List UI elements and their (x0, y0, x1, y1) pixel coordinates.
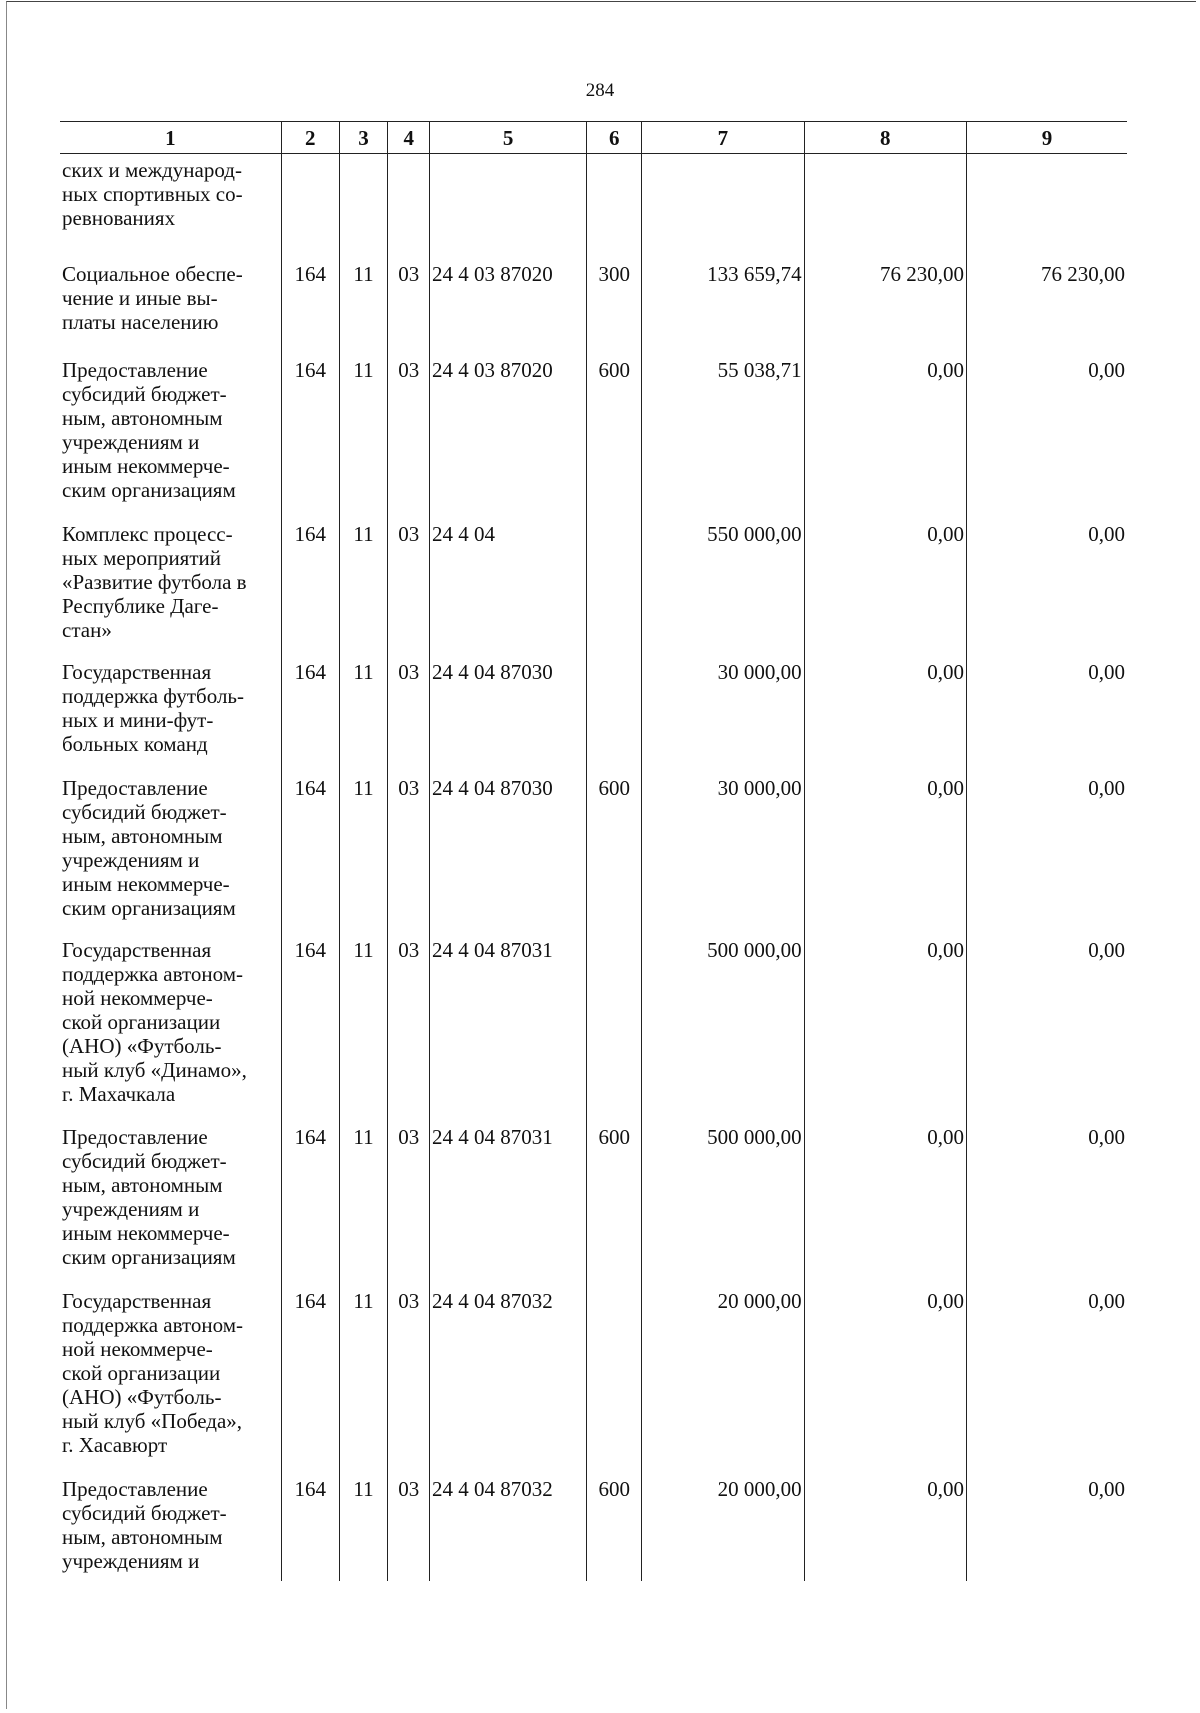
subsection-code-cell: 03 (388, 252, 430, 348)
target-article-cell: 24 4 04 87031 (430, 928, 587, 1115)
amount-col7-cell: 55 038,71 (642, 348, 804, 512)
amount-col7-cell: 500 000,00 (642, 1115, 804, 1279)
row-name-cell: ских и международ- ных спортивных со- ревнованиях (60, 154, 281, 253)
amount-col8-cell: 0,00 (804, 348, 966, 512)
subsection-code-cell: 03 (388, 1279, 430, 1467)
col-header-6: 6 (587, 122, 642, 154)
row-name-cell: Государственная поддержка автоном- ной некоммерче- ской организации (АНО) «Футболь- ный клуб «Динамо», г. Махачкала (60, 928, 281, 1115)
col-header-5: 5 (430, 122, 587, 154)
amount-col9-cell: 0,00 (967, 1279, 1127, 1467)
section-code-cell: 11 (339, 766, 388, 928)
amount-col8-cell: 0,00 (804, 650, 966, 766)
amount-col7-cell: 30 000,00 (642, 766, 804, 928)
subsection-code-cell (388, 154, 430, 253)
expense-type-cell (587, 512, 642, 650)
col-header-4: 4 (388, 122, 430, 154)
section-code-cell: 11 (339, 512, 388, 650)
ministry-code-cell: 164 (281, 928, 339, 1115)
section-code-cell: 11 (339, 1279, 388, 1467)
subsection-code-cell: 03 (388, 1467, 430, 1581)
section-code-cell: 11 (339, 348, 388, 512)
expense-type-cell: 600 (587, 766, 642, 928)
ministry-code-cell: 164 (281, 252, 339, 348)
ministry-code-cell: 164 (281, 348, 339, 512)
col-header-3: 3 (339, 122, 388, 154)
table-row (60, 1467, 1127, 1581)
target-article-cell: 24 4 03 87020 (430, 252, 587, 348)
table-row (60, 1279, 1127, 1467)
ministry-code-cell: 164 (281, 1279, 339, 1467)
amount-col7-cell: 550 000,00 (642, 512, 804, 650)
row-name-cell: Предоставление субсидий бюджет- ным, автономным учреждениям и иным некоммерче- ским организациям (60, 1115, 281, 1279)
amount-col7-cell: 500 000,00 (642, 928, 804, 1115)
section-code-cell (339, 154, 388, 253)
subsection-code-cell: 03 (388, 650, 430, 766)
target-article-cell: 24 4 04 87032 (430, 1467, 587, 1581)
amount-col9-cell: 0,00 (967, 1115, 1127, 1279)
budget-table (60, 121, 1127, 1581)
table-row (60, 1115, 1127, 1279)
expense-type-cell: 600 (587, 1467, 642, 1581)
amount-col8-cell: 0,00 (804, 1115, 966, 1279)
expense-type-cell (587, 928, 642, 1115)
expense-type-cell: 600 (587, 1115, 642, 1279)
subsection-code-cell: 03 (388, 928, 430, 1115)
amount-col8-cell (804, 154, 966, 253)
amount-col9-cell: 76 230,00 (967, 252, 1127, 348)
expense-type-cell (587, 1279, 642, 1467)
table-row (60, 252, 1127, 348)
amount-col9-cell: 0,00 (967, 348, 1127, 512)
target-article-cell: 24 4 03 87020 (430, 348, 587, 512)
row-name-cell: Социальное обеспе- чение и иные вы- платы населению (60, 252, 281, 348)
section-code-cell: 11 (339, 252, 388, 348)
amount-col7-cell: 20 000,00 (642, 1279, 804, 1467)
amount-col7-cell (642, 154, 804, 253)
table-row (60, 512, 1127, 650)
ministry-code-cell: 164 (281, 512, 339, 650)
expense-type-cell: 600 (587, 348, 642, 512)
section-code-cell: 11 (339, 1467, 388, 1581)
amount-col9-cell: 0,00 (967, 650, 1127, 766)
expense-type-cell (587, 650, 642, 766)
table-row (60, 154, 1127, 253)
ministry-code-cell: 164 (281, 1115, 339, 1279)
target-article-cell (430, 154, 587, 253)
table-row (60, 650, 1127, 766)
col-header-1: 1 (60, 122, 281, 154)
target-article-cell: 24 4 04 87030 (430, 766, 587, 928)
amount-col7-cell: 20 000,00 (642, 1467, 804, 1581)
subsection-code-cell: 03 (388, 766, 430, 928)
target-article-cell: 24 4 04 87032 (430, 1279, 587, 1467)
subsection-code-cell: 03 (388, 348, 430, 512)
amount-col8-cell: 76 230,00 (804, 252, 966, 348)
amount-col8-cell: 0,00 (804, 766, 966, 928)
amount-col9-cell: 0,00 (967, 512, 1127, 650)
ministry-code-cell: 164 (281, 766, 339, 928)
amount-col8-cell: 0,00 (804, 928, 966, 1115)
col-header-7: 7 (642, 122, 804, 154)
amount-col7-cell: 30 000,00 (642, 650, 804, 766)
row-name-cell: Государственная поддержка автоном- ной некоммерче- ской организации (АНО) «Футболь- ный клуб «Победа», г. Хасавюрт (60, 1279, 281, 1467)
row-name-cell: Комплекс процесс- ных мероприятий «Развитие футбола в Республике Даге- стан» (60, 512, 281, 650)
header-row (60, 122, 1127, 154)
ministry-code-cell: 164 (281, 650, 339, 766)
row-name-cell: Предоставление субсидий бюджет- ным, автономным учреждениям и иным некоммерче- ским организациям (60, 348, 281, 512)
amount-col9-cell: 0,00 (967, 1467, 1127, 1581)
section-code-cell: 11 (339, 650, 388, 766)
section-code-cell: 11 (339, 1115, 388, 1279)
table-row (60, 766, 1127, 928)
amount-col9-cell: 0,00 (967, 928, 1127, 1115)
ministry-code-cell (281, 154, 339, 253)
target-article-cell: 24 4 04 (430, 512, 587, 650)
row-name-cell: Предоставление субсидий бюджет- ным, автономным учреждениям и иным некоммерче- ским организациям (60, 766, 281, 928)
col-header-8: 8 (804, 122, 966, 154)
expense-type-cell (587, 154, 642, 253)
amount-col8-cell: 0,00 (804, 1467, 966, 1581)
amount-col7-cell: 133 659,74 (642, 252, 804, 348)
amount-col9-cell (967, 154, 1127, 253)
ministry-code-cell: 164 (281, 1467, 339, 1581)
table-row (60, 348, 1127, 512)
target-article-cell: 24 4 04 87031 (430, 1115, 587, 1279)
target-article-cell: 24 4 04 87030 (430, 650, 587, 766)
page-number: 284 (585, 80, 615, 101)
row-name-cell: Государственная поддержка футболь- ных и мини-фут- больных команд (60, 650, 281, 766)
row-name-cell: Предоставление субсидий бюджет- ным, автономным учреждениям и (60, 1467, 281, 1581)
amount-col8-cell: 0,00 (804, 1279, 966, 1467)
expense-type-cell: 300 (587, 252, 642, 348)
col-header-9: 9 (967, 122, 1127, 154)
amount-col8-cell: 0,00 (804, 512, 966, 650)
amount-col9-cell: 0,00 (967, 766, 1127, 928)
subsection-code-cell: 03 (388, 1115, 430, 1279)
table-body (60, 154, 1127, 1582)
table-row (60, 928, 1127, 1115)
col-header-2: 2 (281, 122, 339, 154)
subsection-code-cell: 03 (388, 512, 430, 650)
section-code-cell: 11 (339, 928, 388, 1115)
